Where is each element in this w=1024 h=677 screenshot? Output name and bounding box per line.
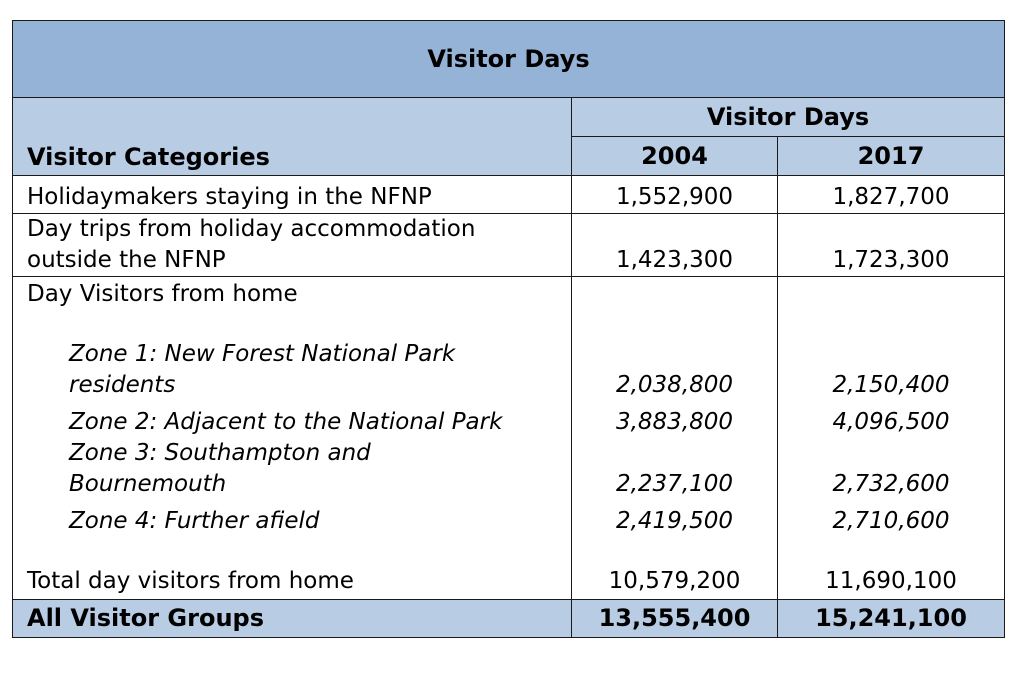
total-day-visitors-label: Total day visitors from home xyxy=(27,568,354,594)
visitor-days-table-wrapper xyxy=(12,20,1004,638)
zone-3-value-2004: 2,237,100 xyxy=(615,471,734,497)
total-day-visitors-2004: 10,579,200 xyxy=(608,568,741,594)
year-header-2004: 2004 xyxy=(572,137,778,176)
value-2017: 1,723,300 xyxy=(778,214,1005,277)
value-2004: 1,552,900 xyxy=(572,176,778,214)
day-visitors-cell xyxy=(13,277,572,600)
row-label-line: Day trips from holiday accommodation xyxy=(27,216,476,242)
row-label: Holidaymakers staying in the NFNP xyxy=(13,176,572,214)
all-visitor-groups-2017: 15,241,100 xyxy=(778,600,1005,638)
zone-4-value-2017: 2,710,600 xyxy=(832,508,950,534)
zone-1-value-2017: 2,150,400 xyxy=(832,372,950,398)
day-visitors-label: Day Visitors from home xyxy=(27,281,298,307)
spacer xyxy=(27,537,565,566)
visitor-days-table xyxy=(12,20,1005,638)
spacer xyxy=(27,310,565,339)
day-visitors-values-2017 xyxy=(778,277,1005,600)
all-visitor-groups-label: All Visitor Groups xyxy=(13,600,572,638)
day-visitors-values-2004 xyxy=(572,277,778,600)
total-day-visitors-2017: 11,690,100 xyxy=(825,568,957,594)
table-row xyxy=(13,214,1005,277)
year-header-2017: 2017 xyxy=(778,137,1005,176)
visitor-days-subheader: Visitor Days xyxy=(572,98,1005,137)
table-row xyxy=(13,176,1005,214)
zone-1-value-2004: 2,038,800 xyxy=(615,372,734,398)
zone-2-value-2004: 3,883,800 xyxy=(615,409,734,435)
zone-2-value-2017: 4,096,500 xyxy=(832,409,950,435)
row-label xyxy=(13,214,572,277)
zone-2-label: Zone 2: Adjacent to the National Park xyxy=(69,409,503,435)
zone-3-label: Zone 3: Southampton and Bournemouth xyxy=(69,440,371,497)
zone-4-label: Zone 4: Further afield xyxy=(69,508,320,534)
row-label-line: outside the NFNP xyxy=(27,247,226,273)
all-visitor-groups-2004: 13,555,400 xyxy=(572,600,778,638)
day-visitors-row xyxy=(13,277,1005,600)
zone-4-value-2004: 2,419,500 xyxy=(615,508,734,534)
value-2017: 1,827,700 xyxy=(778,176,1005,214)
value-2004: 1,423,300 xyxy=(572,214,778,277)
zone-1-label: Zone 1: New Forest National Park residents xyxy=(69,341,456,398)
table-title: Visitor Days xyxy=(13,21,1005,98)
all-visitor-groups-row xyxy=(13,600,1005,638)
zone-3-value-2017: 2,732,600 xyxy=(832,471,950,497)
categories-header: Visitor Categories xyxy=(13,98,572,176)
